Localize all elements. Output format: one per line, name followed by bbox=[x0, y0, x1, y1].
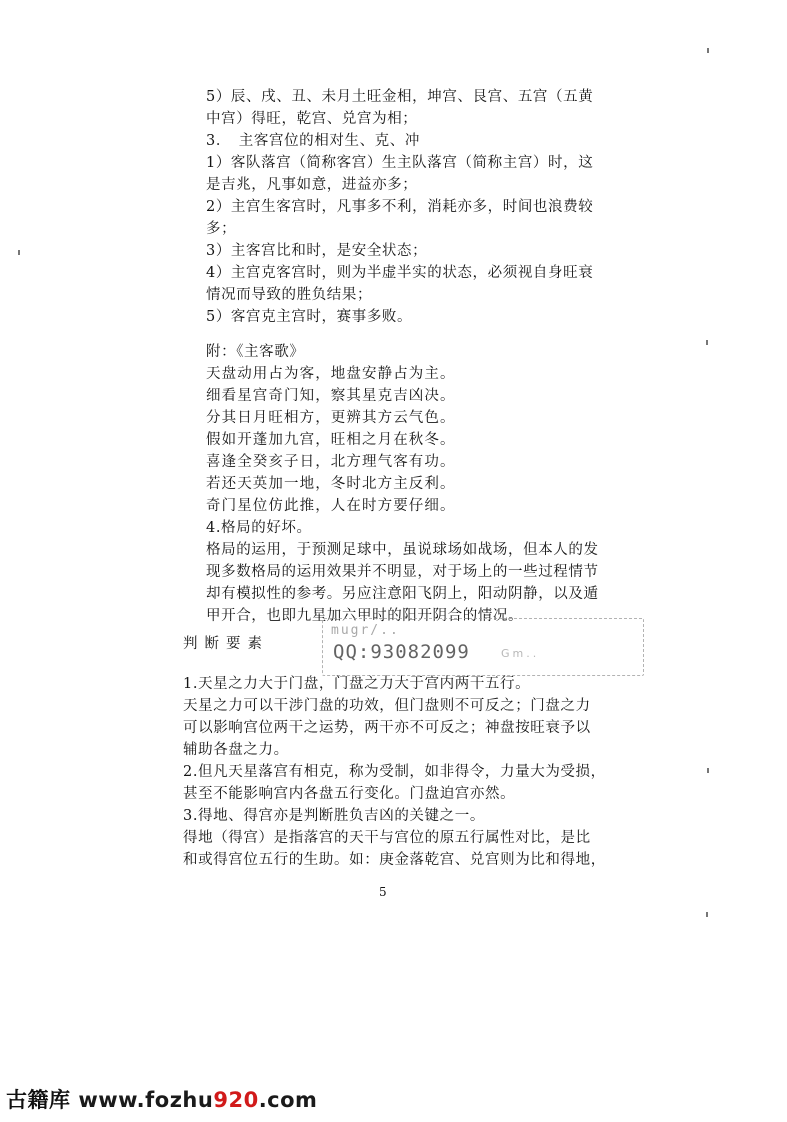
text-line: 格局的运用，于预测足球中，虽说球场如战场，但本人的发 bbox=[206, 542, 599, 558]
text-line: 情况而导致的胜负结果； bbox=[206, 287, 373, 303]
text-line: 和或得宫位五行的生助。如：庚金落乾宫、兑宫则为比和得地， bbox=[183, 852, 606, 868]
scan-speck bbox=[706, 912, 708, 917]
watermark-stamp bbox=[322, 618, 644, 676]
brand-name: 古籍库 bbox=[6, 1088, 71, 1112]
poem-line: 假如开蓬加九宫，旺相之月在秋冬。 bbox=[206, 432, 456, 448]
text-line: 天星之力可以干涉门盘的功效，但门盘则不可反之；门盘之力 bbox=[183, 698, 591, 714]
text-line: 3.得地、得宫亦是判断胜负吉凶的关键之一。 bbox=[183, 808, 485, 824]
stamp-qq-number: QQ:93082099 bbox=[333, 641, 470, 663]
appendix-title: 附：《主客歌》 bbox=[206, 344, 305, 360]
brand-url-part: 920 bbox=[213, 1088, 259, 1112]
text-line: 3． 主客宫位的相对生、克、冲 bbox=[206, 133, 420, 149]
stamp-suffix: Gm.. bbox=[501, 647, 540, 660]
poem-line: 天盘动用占为客，地盘安静占为主。 bbox=[206, 366, 456, 382]
text-line: 1.天星之力大于门盘，门盘之力大于宫内两干五行。 bbox=[183, 676, 531, 692]
text-line: 4）主宫克客宫时，则为半虚半实的状态，必须视自身旺衰 bbox=[206, 265, 594, 281]
text-line: 3）主客宫比和时，是安全状态； bbox=[206, 243, 428, 259]
text-line: 中宫）得旺，乾宫、兑宫为相； bbox=[206, 111, 418, 127]
section-heading: 判断要素 bbox=[183, 636, 269, 652]
scan-speck bbox=[706, 340, 708, 345]
text-line: 可以影响宫位两干之运势，两干亦不可反之；神盘按旺衰予以 bbox=[183, 720, 591, 736]
footer-watermark bbox=[6, 1084, 317, 1114]
scan-speck bbox=[707, 48, 709, 53]
text-line: 5）客宫克主宫时，赛事多败。 bbox=[206, 309, 413, 325]
scan-speck bbox=[707, 768, 709, 773]
text-line: 现多数格局的运用效果并不明显，对于场上的一些过程情节 bbox=[206, 564, 599, 580]
text-line: 4.格局的好坏。 bbox=[206, 520, 312, 536]
poem-line: 细看星宫奇门知，察其星克吉凶决。 bbox=[206, 388, 456, 404]
poem-line: 分其日月旺相方，更辨其方云气色。 bbox=[206, 410, 456, 426]
page-number: 5 bbox=[379, 885, 387, 899]
text-line: 是吉兆，凡事如意，进益亦多； bbox=[206, 177, 418, 193]
text-line: 多； bbox=[206, 221, 237, 237]
text-line: 甚至不能影响宫内各盘五行变化。门盘迫宫亦然。 bbox=[183, 786, 516, 802]
poem-line: 奇门星位仿此推，人在时方要仔细。 bbox=[206, 498, 456, 514]
stamp-text: mugr/.. bbox=[331, 623, 400, 638]
text-line: 得地（得宫）是指落宫的天干与宫位的原五行属性对比，是比 bbox=[183, 830, 591, 846]
text-line: 2.但凡天星落宫有相克，称为受制，如非得令，力量大为受损， bbox=[183, 764, 606, 780]
text-line: 5）辰、戌、丑、未月土旺金相，坤宫、艮宫、五宫（五黄 bbox=[206, 89, 594, 105]
text-line: 辅助各盘之力。 bbox=[183, 742, 289, 758]
text-line: 却有模拟性的参考。另应注意阳飞阴上，阳动阴静，以及遁 bbox=[206, 586, 599, 602]
poem-line: 若还天英加一地，冬时北方主反利。 bbox=[206, 476, 456, 492]
poem-line: 喜逢全癸亥子日，北方理气客有功。 bbox=[206, 454, 456, 470]
text-line: 1）客队落宫（简称客宫）生主队落宫（简称主宫）时，这 bbox=[206, 155, 594, 171]
brand-url-part: .com bbox=[258, 1088, 318, 1112]
brand-url-part: www.fozhu bbox=[78, 1088, 214, 1112]
text-line: 2）主宫生客宫时，凡事多不利，消耗亦多，时间也浪费较 bbox=[206, 199, 594, 215]
scan-speck bbox=[18, 250, 20, 255]
text-line: 甲开合，也即九星加六甲时的阳开阴合的情况。 bbox=[206, 608, 524, 624]
